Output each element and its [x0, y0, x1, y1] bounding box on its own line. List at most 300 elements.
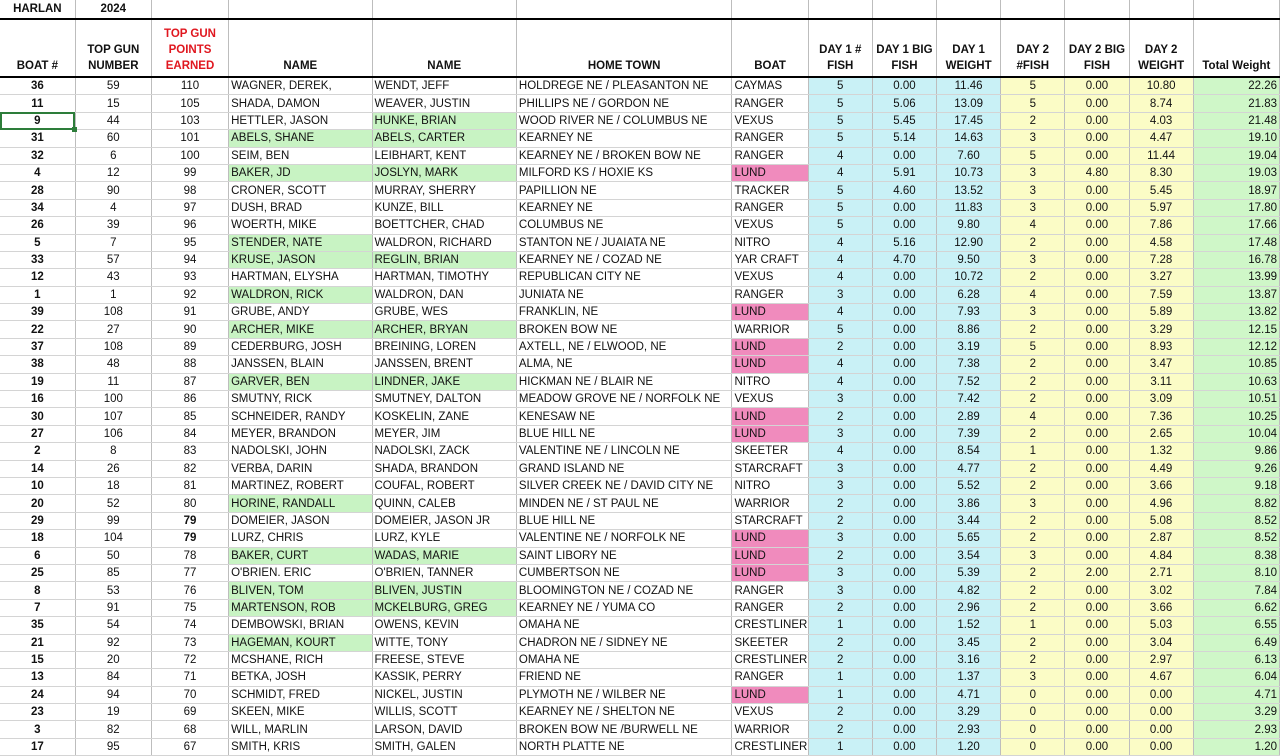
- day1-fish-cell[interactable]: 2: [808, 495, 872, 512]
- top-gun-number-cell[interactable]: 107: [75, 408, 151, 425]
- day1-fish-cell[interactable]: 4: [808, 251, 872, 268]
- total-weight-cell[interactable]: 18.97: [1193, 182, 1279, 199]
- day2-big-fish-cell[interactable]: 0.00: [1065, 651, 1129, 668]
- day1-weight-cell[interactable]: 3.44: [937, 512, 1001, 529]
- day2-fish-cell[interactable]: 3: [1001, 495, 1065, 512]
- day1-fish-cell[interactable]: 2: [808, 599, 872, 616]
- top-gun-number-cell[interactable]: 90: [75, 182, 151, 199]
- top-gun-number-cell[interactable]: 4: [75, 199, 151, 216]
- day1-fish-cell[interactable]: 5: [808, 130, 872, 147]
- top-gun-number-cell[interactable]: 43: [75, 269, 151, 286]
- angler-name-cell[interactable]: JANSSEN, BLAIN: [229, 356, 372, 373]
- partner-name-cell[interactable]: REGLIN, BRIAN: [372, 251, 516, 268]
- day1-fish-cell[interactable]: 5: [808, 217, 872, 234]
- day1-fish-cell[interactable]: 1: [808, 669, 872, 686]
- day2-big-fish-cell[interactable]: 0.00: [1065, 286, 1129, 303]
- day2-fish-cell[interactable]: 3: [1001, 182, 1065, 199]
- boat-make-cell[interactable]: LUND: [732, 164, 808, 181]
- top-gun-points-cell[interactable]: 87: [151, 373, 228, 390]
- top-gun-points-cell[interactable]: 92: [151, 286, 228, 303]
- angler-name-cell[interactable]: BAKER, JD: [229, 164, 372, 181]
- angler-name-cell[interactable]: STENDER, NATE: [229, 234, 372, 251]
- col-header-day2-weight[interactable]: DAY 2 WEIGHT: [1129, 19, 1193, 77]
- day2-fish-cell[interactable]: 4: [1001, 408, 1065, 425]
- boat-number-cell[interactable]: 18: [0, 530, 75, 547]
- home-town-cell[interactable]: KENESAW NE: [516, 408, 732, 425]
- boat-number-cell[interactable]: 20: [0, 495, 75, 512]
- top-gun-points-cell[interactable]: 74: [151, 617, 228, 634]
- top-gun-points-cell[interactable]: 73: [151, 634, 228, 651]
- top-gun-number-cell[interactable]: 104: [75, 530, 151, 547]
- boat-number-cell[interactable]: 29: [0, 512, 75, 529]
- top-gun-points-cell[interactable]: 89: [151, 338, 228, 355]
- top-gun-number-cell[interactable]: 12: [75, 164, 151, 181]
- boat-number-cell[interactable]: 23: [0, 704, 75, 721]
- home-town-cell[interactable]: ALMA, NE: [516, 356, 732, 373]
- top-gun-number-cell[interactable]: 59: [75, 77, 151, 95]
- total-weight-cell[interactable]: 10.25: [1193, 408, 1279, 425]
- top-gun-number-cell[interactable]: 26: [75, 460, 151, 477]
- day2-fish-cell[interactable]: 2: [1001, 269, 1065, 286]
- angler-name-cell[interactable]: LURZ, CHRIS: [229, 530, 372, 547]
- col-header-day1-fish[interactable]: DAY 1 # FISH: [808, 19, 872, 77]
- home-town-cell[interactable]: AXTELL, NE / ELWOOD, NE: [516, 338, 732, 355]
- angler-name-cell[interactable]: SCHNEIDER, RANDY: [229, 408, 372, 425]
- partner-name-cell[interactable]: SMUTNEY, DALTON: [372, 391, 516, 408]
- home-town-cell[interactable]: OMAHA NE: [516, 651, 732, 668]
- day2-weight-cell[interactable]: 5.45: [1129, 182, 1193, 199]
- angler-name-cell[interactable]: NADOLSKI, JOHN: [229, 443, 372, 460]
- selected-cell[interactable]: 9: [0, 112, 75, 129]
- angler-name-cell[interactable]: KRUSE, JASON: [229, 251, 372, 268]
- day1-big-fish-cell[interactable]: 0.00: [872, 373, 936, 390]
- day2-weight-cell[interactable]: 3.47: [1129, 356, 1193, 373]
- day1-big-fish-cell[interactable]: 0.00: [872, 391, 936, 408]
- day1-fish-cell[interactable]: 4: [808, 147, 872, 164]
- top-gun-points-cell[interactable]: 100: [151, 147, 228, 164]
- day2-weight-cell[interactable]: 3.29: [1129, 321, 1193, 338]
- day2-fish-cell[interactable]: 1: [1001, 617, 1065, 634]
- day1-weight-cell[interactable]: 13.09: [937, 95, 1001, 112]
- top-gun-points-cell[interactable]: 69: [151, 704, 228, 721]
- year-cell[interactable]: 2024: [75, 0, 151, 19]
- day2-weight-cell[interactable]: 2.97: [1129, 651, 1193, 668]
- boat-number-cell[interactable]: 32: [0, 147, 75, 164]
- total-weight-cell[interactable]: 21.48: [1193, 112, 1279, 129]
- home-town-cell[interactable]: FRANKLIN, NE: [516, 304, 732, 321]
- day2-fish-cell[interactable]: 2: [1001, 425, 1065, 442]
- top-gun-number-cell[interactable]: 48: [75, 356, 151, 373]
- home-town-cell[interactable]: KEARNEY NE / SHELTON NE: [516, 704, 732, 721]
- total-weight-cell[interactable]: 10.51: [1193, 391, 1279, 408]
- col-header-day1-weight[interactable]: DAY 1 WEIGHT: [937, 19, 1001, 77]
- day1-weight-cell[interactable]: 2.89: [937, 408, 1001, 425]
- boat-number-cell[interactable]: 7: [0, 599, 75, 616]
- day1-fish-cell[interactable]: 2: [808, 408, 872, 425]
- day1-big-fish-cell[interactable]: 0.00: [872, 460, 936, 477]
- day1-weight-cell[interactable]: 1.20: [937, 738, 1001, 755]
- boat-number-cell[interactable]: 17: [0, 738, 75, 755]
- partner-name-cell[interactable]: O'BRIEN, TANNER: [372, 564, 516, 581]
- day2-big-fish-cell[interactable]: 0.00: [1065, 182, 1129, 199]
- boat-make-cell[interactable]: NITRO: [732, 234, 808, 251]
- top-gun-points-cell[interactable]: 98: [151, 182, 228, 199]
- top-gun-number-cell[interactable]: 18: [75, 477, 151, 494]
- col-header-day2-fish[interactable]: DAY 2 #FISH: [1001, 19, 1065, 77]
- top-gun-number-cell[interactable]: 92: [75, 634, 151, 651]
- day2-fish-cell[interactable]: 3: [1001, 304, 1065, 321]
- day2-weight-cell[interactable]: 2.87: [1129, 530, 1193, 547]
- total-weight-cell[interactable]: 6.49: [1193, 634, 1279, 651]
- top-gun-number-cell[interactable]: 57: [75, 251, 151, 268]
- day1-weight-cell[interactable]: 14.63: [937, 130, 1001, 147]
- total-weight-cell[interactable]: 19.04: [1193, 147, 1279, 164]
- home-town-cell[interactable]: CHADRON NE / SIDNEY NE: [516, 634, 732, 651]
- day1-fish-cell[interactable]: 2: [808, 338, 872, 355]
- day2-big-fish-cell[interactable]: 0.00: [1065, 599, 1129, 616]
- day1-big-fish-cell[interactable]: 0.00: [872, 738, 936, 755]
- top-gun-number-cell[interactable]: 106: [75, 425, 151, 442]
- day1-big-fish-cell[interactable]: 0.00: [872, 477, 936, 494]
- top-gun-number-cell[interactable]: 15: [75, 95, 151, 112]
- boat-make-cell[interactable]: RANGER: [732, 286, 808, 303]
- day1-big-fish-cell[interactable]: 0.00: [872, 512, 936, 529]
- day1-weight-cell[interactable]: 8.54: [937, 443, 1001, 460]
- day1-fish-cell[interactable]: 2: [808, 651, 872, 668]
- boat-number-cell[interactable]: 5: [0, 234, 75, 251]
- partner-name-cell[interactable]: KUNZE, BILL: [372, 199, 516, 216]
- day1-fish-cell[interactable]: 1: [808, 617, 872, 634]
- col-header-name-1[interactable]: NAME: [229, 19, 372, 77]
- total-weight-cell[interactable]: 19.03: [1193, 164, 1279, 181]
- day1-weight-cell[interactable]: 5.65: [937, 530, 1001, 547]
- boat-number-cell[interactable]: 39: [0, 304, 75, 321]
- day1-big-fish-cell[interactable]: 0.00: [872, 704, 936, 721]
- col-header-home-town[interactable]: HOME TOWN: [516, 19, 732, 77]
- angler-name-cell[interactable]: MEYER, BRANDON: [229, 425, 372, 442]
- partner-name-cell[interactable]: MCKELBURG, GREG: [372, 599, 516, 616]
- boat-number-cell[interactable]: 25: [0, 564, 75, 581]
- day2-weight-cell[interactable]: 10.80: [1129, 77, 1193, 95]
- boat-make-cell[interactable]: RANGER: [732, 130, 808, 147]
- home-town-cell[interactable]: KEARNEY NE / BROKEN BOW NE: [516, 147, 732, 164]
- day1-fish-cell[interactable]: 4: [808, 304, 872, 321]
- day2-big-fish-cell[interactable]: 0.00: [1065, 495, 1129, 512]
- partner-name-cell[interactable]: SMITH, GALEN: [372, 738, 516, 755]
- boat-make-cell[interactable]: VEXUS: [732, 704, 808, 721]
- day1-fish-cell[interactable]: 3: [808, 425, 872, 442]
- day2-fish-cell[interactable]: 0: [1001, 738, 1065, 755]
- home-town-cell[interactable]: VALENTINE NE / LINCOLN NE: [516, 443, 732, 460]
- total-weight-cell[interactable]: 12.15: [1193, 321, 1279, 338]
- day1-fish-cell[interactable]: 2: [808, 512, 872, 529]
- home-town-cell[interactable]: JUNIATA NE: [516, 286, 732, 303]
- partner-name-cell[interactable]: LARSON, DAVID: [372, 721, 516, 738]
- home-town-cell[interactable]: BROKEN BOW NE: [516, 321, 732, 338]
- partner-name-cell[interactable]: BOETTCHER, CHAD: [372, 217, 516, 234]
- angler-name-cell[interactable]: BAKER, CURT: [229, 547, 372, 564]
- day1-weight-cell[interactable]: 4.77: [937, 460, 1001, 477]
- day2-big-fish-cell[interactable]: 0.00: [1065, 147, 1129, 164]
- home-town-cell[interactable]: KEARNEY NE / COZAD NE: [516, 251, 732, 268]
- day1-fish-cell[interactable]: 2: [808, 634, 872, 651]
- boat-number-cell[interactable]: 12: [0, 269, 75, 286]
- top-gun-points-cell[interactable]: 75: [151, 599, 228, 616]
- day1-weight-cell[interactable]: 8.86: [937, 321, 1001, 338]
- total-weight-cell[interactable]: 13.87: [1193, 286, 1279, 303]
- day2-fish-cell[interactable]: 2: [1001, 651, 1065, 668]
- top-gun-number-cell[interactable]: 108: [75, 304, 151, 321]
- total-weight-cell[interactable]: 8.52: [1193, 530, 1279, 547]
- total-weight-cell[interactable]: 12.12: [1193, 338, 1279, 355]
- top-gun-number-cell[interactable]: 7: [75, 234, 151, 251]
- day2-fish-cell[interactable]: 4: [1001, 217, 1065, 234]
- partner-name-cell[interactable]: ARCHER, BRYAN: [372, 321, 516, 338]
- day1-fish-cell[interactable]: 3: [808, 460, 872, 477]
- home-town-cell[interactable]: HICKMAN NE / BLAIR NE: [516, 373, 732, 390]
- partner-name-cell[interactable]: GRUBE, WES: [372, 304, 516, 321]
- day1-fish-cell[interactable]: 4: [808, 234, 872, 251]
- day1-weight-cell[interactable]: 7.38: [937, 356, 1001, 373]
- day1-fish-cell[interactable]: 3: [808, 477, 872, 494]
- day2-big-fish-cell[interactable]: 0.00: [1065, 443, 1129, 460]
- home-town-cell[interactable]: SAINT LIBORY NE: [516, 547, 732, 564]
- day1-big-fish-cell[interactable]: 0.00: [872, 217, 936, 234]
- home-town-cell[interactable]: PHILLIPS NE / GORDON NE: [516, 95, 732, 112]
- day2-big-fish-cell[interactable]: 2.00: [1065, 564, 1129, 581]
- col-header-top-gun-points[interactable]: TOP GUN POINTS EARNED: [151, 19, 228, 77]
- day2-big-fish-cell[interactable]: 0.00: [1065, 617, 1129, 634]
- boat-make-cell[interactable]: LUND: [732, 304, 808, 321]
- day1-fish-cell[interactable]: 3: [808, 286, 872, 303]
- day2-fish-cell[interactable]: 2: [1001, 599, 1065, 616]
- day2-weight-cell[interactable]: 4.84: [1129, 547, 1193, 564]
- day2-weight-cell[interactable]: 4.03: [1129, 112, 1193, 129]
- event-cell[interactable]: HARLAN: [0, 0, 75, 19]
- home-town-cell[interactable]: FRIEND NE: [516, 669, 732, 686]
- angler-name-cell[interactable]: CRONER, SCOTT: [229, 182, 372, 199]
- day1-big-fish-cell[interactable]: 4.70: [872, 251, 936, 268]
- day2-big-fish-cell[interactable]: 0.00: [1065, 686, 1129, 703]
- day2-weight-cell[interactable]: 5.03: [1129, 617, 1193, 634]
- day2-weight-cell[interactable]: 8.93: [1129, 338, 1193, 355]
- angler-name-cell[interactable]: SMITH, KRIS: [229, 738, 372, 755]
- day2-weight-cell[interactable]: 3.66: [1129, 477, 1193, 494]
- day2-fish-cell[interactable]: 2: [1001, 321, 1065, 338]
- boat-number-cell[interactable]: 14: [0, 460, 75, 477]
- day1-fish-cell[interactable]: 5: [808, 95, 872, 112]
- boat-make-cell[interactable]: STARCRAFT: [732, 460, 808, 477]
- top-gun-points-cell[interactable]: 88: [151, 356, 228, 373]
- total-weight-cell[interactable]: 8.52: [1193, 512, 1279, 529]
- day2-fish-cell[interactable]: 2: [1001, 356, 1065, 373]
- angler-name-cell[interactable]: O'BRIEN. ERIC: [229, 564, 372, 581]
- partner-name-cell[interactable]: KASSIK, PERRY: [372, 669, 516, 686]
- boat-number-cell[interactable]: 30: [0, 408, 75, 425]
- angler-name-cell[interactable]: HARTMAN, ELYSHA: [229, 269, 372, 286]
- day1-weight-cell[interactable]: 3.86: [937, 495, 1001, 512]
- home-town-cell[interactable]: KEARNEY NE: [516, 199, 732, 216]
- total-weight-cell[interactable]: 6.13: [1193, 651, 1279, 668]
- angler-name-cell[interactable]: HETTLER, JASON: [229, 112, 372, 129]
- day2-weight-cell[interactable]: 3.02: [1129, 582, 1193, 599]
- top-gun-number-cell[interactable]: 53: [75, 582, 151, 599]
- home-town-cell[interactable]: BLUE HILL NE: [516, 425, 732, 442]
- day2-fish-cell[interactable]: 2: [1001, 234, 1065, 251]
- top-gun-points-cell[interactable]: 93: [151, 269, 228, 286]
- top-gun-number-cell[interactable]: 19: [75, 704, 151, 721]
- boat-make-cell[interactable]: SKEETER: [732, 634, 808, 651]
- day2-fish-cell[interactable]: 2: [1001, 582, 1065, 599]
- top-gun-points-cell[interactable]: 99: [151, 164, 228, 181]
- boat-make-cell[interactable]: WARRIOR: [732, 721, 808, 738]
- boat-make-cell[interactable]: RANGER: [732, 199, 808, 216]
- day1-fish-cell[interactable]: 4: [808, 373, 872, 390]
- angler-name-cell[interactable]: GARVER, BEN: [229, 373, 372, 390]
- boat-make-cell[interactable]: WARRIOR: [732, 495, 808, 512]
- boat-make-cell[interactable]: RANGER: [732, 582, 808, 599]
- day2-fish-cell[interactable]: 2: [1001, 460, 1065, 477]
- day1-weight-cell[interactable]: 10.73: [937, 164, 1001, 181]
- home-town-cell[interactable]: COLUMBUS NE: [516, 217, 732, 234]
- total-weight-cell[interactable]: 2.93: [1193, 721, 1279, 738]
- top-gun-number-cell[interactable]: 44: [75, 112, 151, 129]
- boat-make-cell[interactable]: CRESTLINER: [732, 617, 808, 634]
- top-gun-number-cell[interactable]: 6: [75, 147, 151, 164]
- top-gun-points-cell[interactable]: 97: [151, 199, 228, 216]
- day2-big-fish-cell[interactable]: 0.00: [1065, 373, 1129, 390]
- day2-fish-cell[interactable]: 3: [1001, 164, 1065, 181]
- day1-weight-cell[interactable]: 3.45: [937, 634, 1001, 651]
- day1-big-fish-cell[interactable]: 0.00: [872, 669, 936, 686]
- partner-name-cell[interactable]: COUFAL, ROBERT: [372, 477, 516, 494]
- day1-fish-cell[interactable]: 1: [808, 686, 872, 703]
- total-weight-cell[interactable]: 9.86: [1193, 443, 1279, 460]
- boat-make-cell[interactable]: VEXUS: [732, 217, 808, 234]
- angler-name-cell[interactable]: DEMBOWSKI, BRIAN: [229, 617, 372, 634]
- day1-big-fish-cell[interactable]: 0.00: [872, 443, 936, 460]
- top-gun-points-cell[interactable]: 91: [151, 304, 228, 321]
- partner-name-cell[interactable]: WADAS, MARIE: [372, 547, 516, 564]
- day2-weight-cell[interactable]: 0.00: [1129, 704, 1193, 721]
- day1-weight-cell[interactable]: 17.45: [937, 112, 1001, 129]
- day1-big-fish-cell[interactable]: 0.00: [872, 530, 936, 547]
- day1-weight-cell[interactable]: 2.96: [937, 599, 1001, 616]
- day2-weight-cell[interactable]: 11.44: [1129, 147, 1193, 164]
- day2-fish-cell[interactable]: 3: [1001, 251, 1065, 268]
- day1-fish-cell[interactable]: 1: [808, 738, 872, 755]
- top-gun-number-cell[interactable]: 99: [75, 512, 151, 529]
- angler-name-cell[interactable]: CEDERBURG, JOSH: [229, 338, 372, 355]
- day2-fish-cell[interactable]: 4: [1001, 286, 1065, 303]
- total-weight-cell[interactable]: 3.29: [1193, 704, 1279, 721]
- home-town-cell[interactable]: BLUE HILL NE: [516, 512, 732, 529]
- day2-fish-cell[interactable]: 5: [1001, 147, 1065, 164]
- boat-make-cell[interactable]: YAR CRAFT: [732, 251, 808, 268]
- day2-weight-cell[interactable]: 8.30: [1129, 164, 1193, 181]
- day2-big-fish-cell[interactable]: 0.00: [1065, 130, 1129, 147]
- day1-fish-cell[interactable]: 3: [808, 582, 872, 599]
- angler-name-cell[interactable]: VERBA, DARIN: [229, 460, 372, 477]
- top-gun-number-cell[interactable]: 52: [75, 495, 151, 512]
- home-town-cell[interactable]: VALENTINE NE / NORFOLK NE: [516, 530, 732, 547]
- boat-number-cell[interactable]: 19: [0, 373, 75, 390]
- fill-handle[interactable]: [72, 127, 77, 132]
- day1-fish-cell[interactable]: 3: [808, 391, 872, 408]
- boat-number-cell[interactable]: 15: [0, 651, 75, 668]
- partner-name-cell[interactable]: MEYER, JIM: [372, 425, 516, 442]
- day1-fish-cell[interactable]: 5: [808, 112, 872, 129]
- angler-name-cell[interactable]: SEIM, BEN: [229, 147, 372, 164]
- partner-name-cell[interactable]: MURRAY, SHERRY: [372, 182, 516, 199]
- top-gun-points-cell[interactable]: 78: [151, 547, 228, 564]
- day2-big-fish-cell[interactable]: 0.00: [1065, 704, 1129, 721]
- boat-number-cell[interactable]: 37: [0, 338, 75, 355]
- top-gun-number-cell[interactable]: 95: [75, 738, 151, 755]
- boat-make-cell[interactable]: CRESTLINER: [732, 738, 808, 755]
- day2-weight-cell[interactable]: 7.36: [1129, 408, 1193, 425]
- day1-big-fish-cell[interactable]: 0.00: [872, 77, 936, 95]
- day1-fish-cell[interactable]: 4: [808, 443, 872, 460]
- day2-weight-cell[interactable]: 5.08: [1129, 512, 1193, 529]
- top-gun-points-cell[interactable]: 67: [151, 738, 228, 755]
- day1-big-fish-cell[interactable]: 0.00: [872, 425, 936, 442]
- boat-make-cell[interactable]: NITRO: [732, 373, 808, 390]
- col-header-top-gun-number[interactable]: TOP GUN NUMBER: [75, 19, 151, 77]
- boat-number-cell[interactable]: 35: [0, 617, 75, 634]
- day1-big-fish-cell[interactable]: 5.45: [872, 112, 936, 129]
- day2-big-fish-cell[interactable]: 0.00: [1065, 217, 1129, 234]
- total-weight-cell[interactable]: 17.48: [1193, 234, 1279, 251]
- angler-name-cell[interactable]: ABELS, SHANE: [229, 130, 372, 147]
- home-town-cell[interactable]: PAPILLION NE: [516, 182, 732, 199]
- angler-name-cell[interactable]: GRUBE, ANDY: [229, 304, 372, 321]
- day1-weight-cell[interactable]: 10.72: [937, 269, 1001, 286]
- day2-big-fish-cell[interactable]: 0.00: [1065, 199, 1129, 216]
- top-gun-points-cell[interactable]: 81: [151, 477, 228, 494]
- day1-big-fish-cell[interactable]: 0.00: [872, 617, 936, 634]
- day1-weight-cell[interactable]: 4.82: [937, 582, 1001, 599]
- day1-big-fish-cell[interactable]: 5.91: [872, 164, 936, 181]
- total-weight-cell[interactable]: 6.62: [1193, 599, 1279, 616]
- home-town-cell[interactable]: STANTON NE / JUAIATA NE: [516, 234, 732, 251]
- day2-weight-cell[interactable]: 3.09: [1129, 391, 1193, 408]
- partner-name-cell[interactable]: ABELS, CARTER: [372, 130, 516, 147]
- day1-weight-cell[interactable]: 5.52: [937, 477, 1001, 494]
- angler-name-cell[interactable]: BETKA, JOSH: [229, 669, 372, 686]
- day2-weight-cell[interactable]: 4.49: [1129, 460, 1193, 477]
- day2-weight-cell[interactable]: 0.00: [1129, 686, 1193, 703]
- boat-number-cell[interactable]: 21: [0, 634, 75, 651]
- boat-make-cell[interactable]: NITRO: [732, 477, 808, 494]
- top-gun-points-cell[interactable]: 110: [151, 77, 228, 95]
- top-gun-number-cell[interactable]: 11: [75, 373, 151, 390]
- day1-big-fish-cell[interactable]: 0.00: [872, 564, 936, 581]
- day2-fish-cell[interactable]: 0: [1001, 721, 1065, 738]
- boat-number-cell[interactable]: 36: [0, 77, 75, 95]
- day1-weight-cell[interactable]: 4.71: [937, 686, 1001, 703]
- boat-make-cell[interactable]: RANGER: [732, 147, 808, 164]
- total-weight-cell[interactable]: 21.83: [1193, 95, 1279, 112]
- boat-number-cell[interactable]: 26: [0, 217, 75, 234]
- day1-big-fish-cell[interactable]: 0.00: [872, 582, 936, 599]
- total-weight-cell[interactable]: 13.82: [1193, 304, 1279, 321]
- boat-number-cell[interactable]: 1: [0, 286, 75, 303]
- day1-fish-cell[interactable]: 3: [808, 530, 872, 547]
- col-header-name-2[interactable]: NAME: [372, 19, 516, 77]
- top-gun-points-cell[interactable]: 70: [151, 686, 228, 703]
- home-town-cell[interactable]: CUMBERTSON NE: [516, 564, 732, 581]
